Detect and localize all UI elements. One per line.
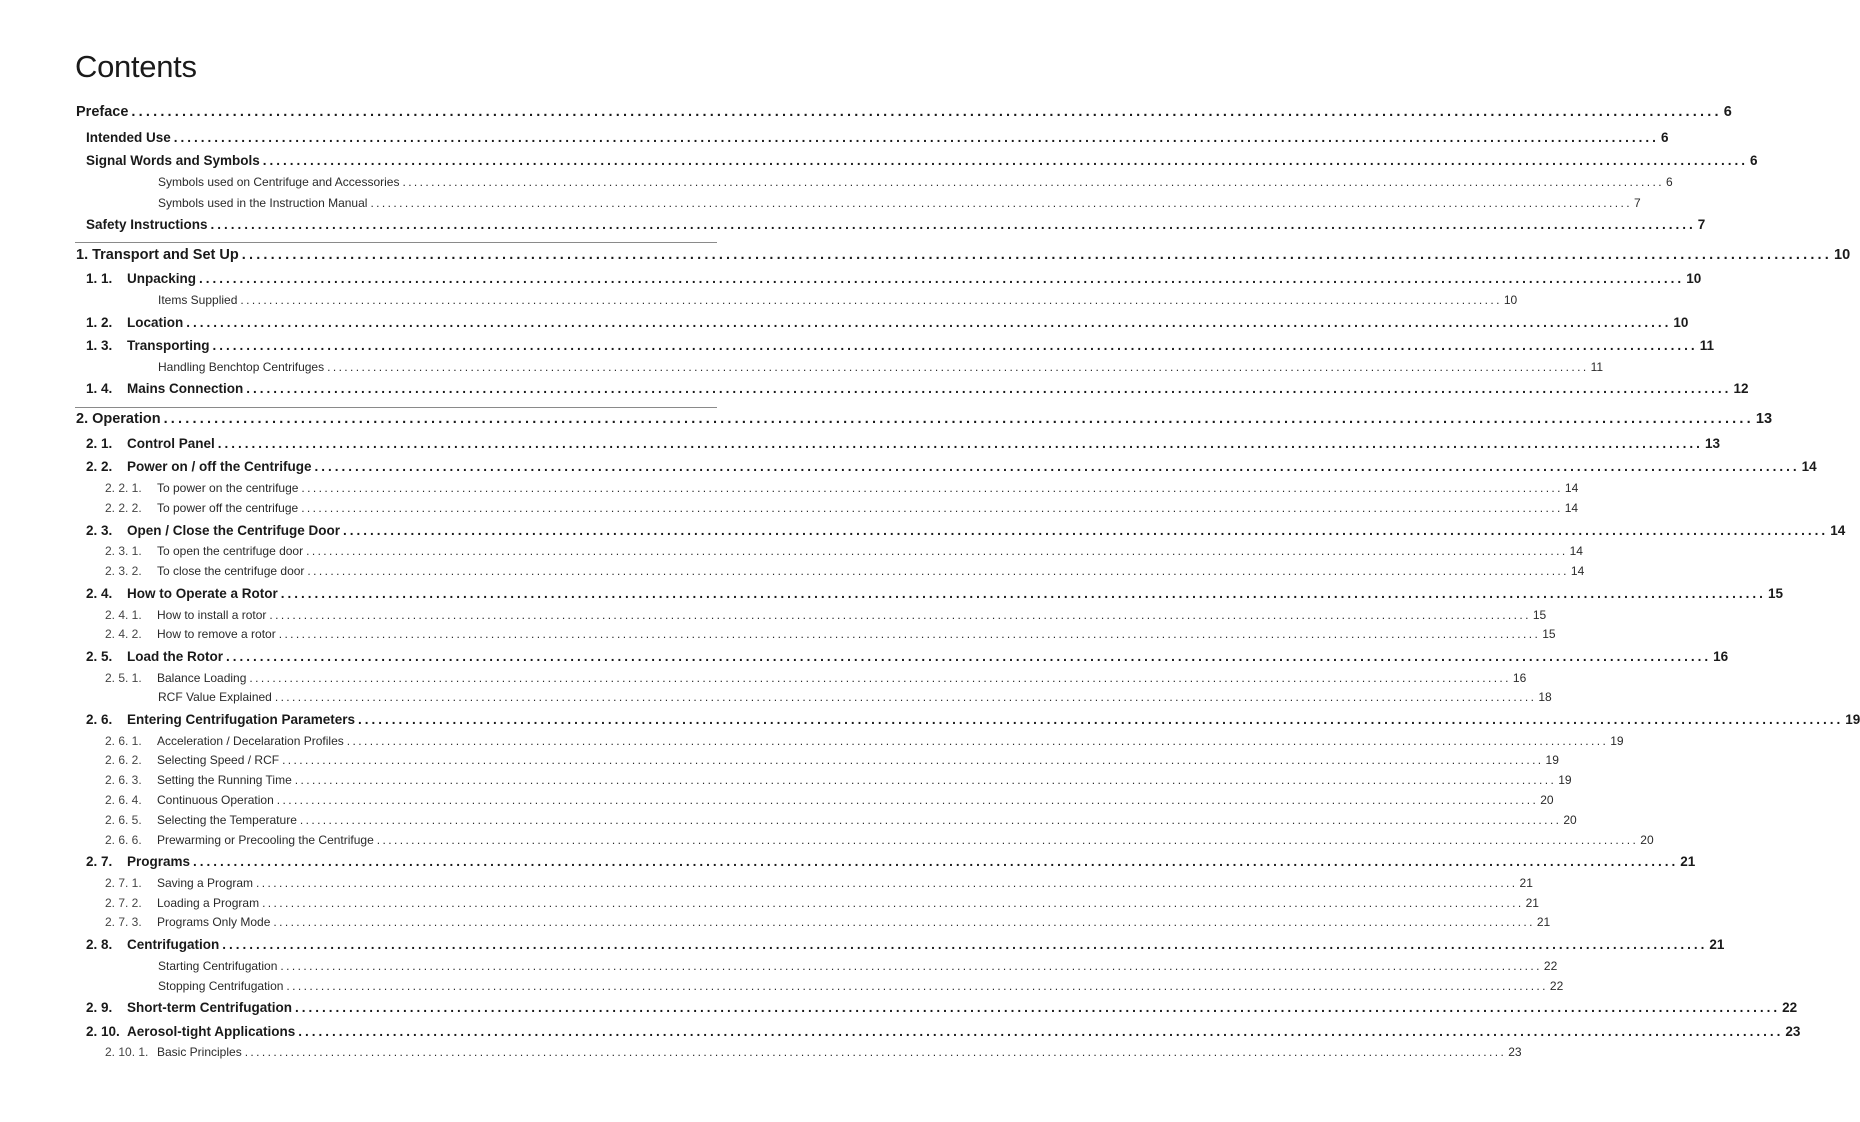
toc-entry-page-number: 20 — [1640, 832, 1654, 847]
toc-entry-title — [86, 459, 312, 474]
toc-entry-number: 1. — [76, 247, 89, 264]
toc-entry-page-number: 15 — [1767, 586, 1783, 602]
toc-entry-page-number: 15 — [1542, 626, 1556, 641]
dot-leader: ............................................................................................................................................................................................................................ — [241, 247, 1833, 264]
toc-entry-page-number: 23 — [1785, 1024, 1801, 1040]
toc-entry-title — [105, 608, 266, 622]
toc-entry-number: 2. 7. 1. — [105, 875, 142, 890]
toc-entry-label: Preface — [76, 104, 129, 121]
toc-entry-page-number: 14 — [1570, 563, 1585, 578]
toc-entry[interactable] — [105, 832, 1654, 847]
toc-entry-label: Transporting — [127, 338, 210, 354]
toc-entry-page-number: 14 — [1801, 459, 1817, 475]
dot-leader: ............................................................................................................................................................................................................................ — [186, 315, 1672, 331]
toc-entry-title — [86, 315, 183, 330]
toc-entry-page-number: 11 — [1590, 359, 1604, 374]
toc-entry-page-number: 14 — [1564, 500, 1579, 515]
toc-entry-number: 2. 6. 5. — [105, 812, 142, 827]
toc-entry-number: 2. 6. 4. — [105, 792, 142, 807]
toc-entry-title — [86, 854, 190, 869]
toc-entry-label: Acceleration / Decelaration Profiles — [157, 733, 344, 748]
toc-entry-number: 2. 6. — [86, 712, 113, 728]
toc-entry-label: Open / Close the Centrifuge Door — [127, 523, 341, 539]
dot-leader: ............................................................................................................................................................................................................................ — [212, 338, 1698, 354]
dot-leader: ............................................................................................................................................................................................................................ — [217, 436, 1703, 452]
toc-entry-label: Handling Benchtop Centrifuges — [158, 359, 325, 374]
toc-entry[interactable] — [86, 712, 1860, 728]
toc-entry-page-number: 10 — [1503, 292, 1518, 307]
dot-leader: ............................................................................................................................................................................................................................ — [294, 772, 1557, 787]
toc-entry[interactable] — [86, 459, 1817, 475]
toc-entry-title — [86, 130, 171, 145]
dot-leader: ............................................................................................................................................................................................................................ — [370, 195, 1632, 210]
toc-entry-page-number: 16 — [1713, 649, 1729, 665]
dot-leader: ............................................................................................................................................................................................................................ — [256, 875, 1518, 890]
toc-entry-label: Setting the Running Time — [157, 772, 292, 787]
toc-entry-title — [86, 712, 355, 727]
toc-entry-title — [86, 381, 243, 396]
toc-entry-label: To power off the centrifuge — [157, 500, 299, 515]
dot-leader: ............................................................................................................................................................................................................................ — [301, 480, 1563, 495]
toc-entry-page-number: 11 — [1699, 338, 1714, 354]
dot-leader: ............................................................................................................................................................................................................................ — [199, 271, 1685, 287]
toc-entry[interactable] — [86, 381, 1749, 397]
toc-entry[interactable] — [76, 104, 1732, 121]
toc-entry-page-number: 19 — [1558, 772, 1572, 787]
toc-entry-title — [158, 175, 399, 189]
toc-entry-label: Items Supplied — [158, 292, 238, 307]
toc-entry[interactable] — [86, 153, 1758, 169]
toc-entry-label: Aerosol-tight Applications — [127, 1024, 296, 1040]
toc-entry-title — [158, 979, 283, 993]
toc-entry-label: Centrifugation — [127, 937, 220, 953]
toc-entry-page-number: 21 — [1536, 914, 1551, 929]
toc-entry-number: 2. 4. — [86, 586, 113, 602]
toc-entry-label: Prewarming or Precooling the Centrifuge — [157, 832, 374, 847]
toc-entry-title — [105, 734, 344, 748]
toc-entry-label: To open the centrifuge door — [157, 543, 304, 558]
dot-leader: ............................................................................................................................................................................................................................ — [280, 958, 1542, 973]
toc-entry-page-number: 14 — [1564, 480, 1579, 495]
toc-entry[interactable] — [158, 978, 1564, 993]
toc-entry-page-number: 14 — [1830, 523, 1846, 539]
toc-entry-label: Short-term Centrifugation — [127, 1000, 292, 1016]
toc-entry-label: Power on / off the Centrifuge — [127, 459, 312, 475]
toc-entry-page-number: 21 — [1525, 895, 1539, 910]
dot-leader: ............................................................................................................................................................................................................................ — [280, 586, 1766, 602]
toc-entry-title — [105, 627, 276, 641]
toc-entry-label: RCF Value Explained — [158, 689, 272, 704]
toc-entry-label: Location — [127, 315, 184, 331]
toc-entry-label: Intended Use — [86, 130, 171, 146]
dot-leader: ............................................................................................................................................................................................................................ — [269, 607, 1531, 622]
toc-entry[interactable] — [86, 338, 1714, 354]
toc-entry-page-number: 6 — [1665, 174, 1673, 189]
toc-entry-page-number: 10 — [1834, 247, 1851, 264]
toc-entry[interactable] — [86, 523, 1846, 539]
toc-entry[interactable] — [105, 752, 1559, 767]
toc-entry-title — [86, 271, 196, 286]
toc-entry-label: How to remove a rotor — [157, 626, 276, 641]
toc-entry-title — [105, 793, 274, 807]
toc-entry-title — [86, 1000, 292, 1015]
toc-entry[interactable] — [105, 626, 1556, 641]
toc-entry[interactable] — [86, 649, 1729, 665]
toc-entry[interactable] — [105, 733, 1624, 748]
toc-entry-page-number: 15 — [1532, 607, 1547, 622]
toc-entry-page-number: 14 — [1569, 543, 1583, 558]
toc-entry-number: 2. 5. 1. — [105, 670, 142, 685]
toc-entry-number: 2. 6. 6. — [105, 832, 142, 847]
toc-entry[interactable] — [105, 480, 1579, 495]
toc-entry[interactable] — [86, 130, 1669, 146]
toc-entry-title — [86, 586, 278, 601]
toc-entry-page-number: 13 — [1755, 411, 1773, 428]
toc-entry[interactable] — [158, 958, 1558, 973]
toc-entry-number: 2. 5. — [86, 649, 113, 665]
toc-entry-label: Symbols used in the Instruction Manual — [158, 195, 368, 210]
toc-entry-number: 2. 1. — [86, 436, 113, 452]
toc-entry-title — [76, 411, 161, 427]
toc-entry[interactable] — [105, 500, 1579, 515]
toc-entry-number: 2. 8. — [86, 937, 113, 953]
toc-entry[interactable] — [158, 359, 1604, 374]
toc-entry-page-number: 21 — [1680, 854, 1696, 870]
toc-entry-title — [105, 876, 253, 890]
dot-leader: ............................................................................................................................................................................................................................ — [274, 689, 1537, 704]
toc-entry-number: 2. 9. — [86, 1000, 113, 1016]
toc-entry-number: 2. 2. 2. — [105, 500, 142, 515]
dot-leader: ............................................................................................................................................................................................................................ — [298, 1024, 1784, 1040]
dot-leader: ............................................................................................................................................................................................................................ — [286, 978, 1548, 993]
toc-entry-title — [76, 247, 239, 263]
toc-entry-label: To power on the centrifuge — [157, 480, 299, 495]
dot-leader: ............................................................................................................................................................................................................................ — [173, 130, 1659, 146]
toc-entry[interactable] — [86, 271, 1702, 287]
toc-entry-label: Programs Only Mode — [157, 914, 271, 929]
toc-entry-label: Selecting the Temperature — [157, 812, 297, 827]
toc-entry[interactable] — [86, 937, 1725, 953]
dot-leader: ............................................................................................................................................................................................................................ — [346, 733, 1609, 748]
toc-entry-page-number: 6 — [1723, 104, 1732, 121]
toc-entry-label: Transport and Set Up — [92, 247, 239, 264]
toc-entry-page-number: 10 — [1686, 271, 1702, 287]
toc-entry-title — [105, 896, 259, 910]
toc-entry-number: 2. 4. 1. — [105, 607, 142, 622]
toc-entry-title — [86, 937, 219, 952]
toc-entry-title — [105, 813, 297, 827]
dot-leader: ............................................................................................................................................................................................................................ — [244, 1044, 1507, 1059]
toc-entry-label: Signal Words and Symbols — [86, 153, 260, 169]
toc-entry-title — [105, 1045, 242, 1059]
toc-entry-label: Selecting Speed / RCF — [157, 752, 280, 767]
toc-entry[interactable] — [105, 812, 1577, 827]
toc-entry-title — [158, 293, 237, 307]
toc-entry[interactable] — [86, 436, 1720, 452]
dot-leader: ............................................................................................................................................................................................................................ — [376, 832, 1639, 847]
toc-entry-title — [158, 196, 367, 210]
toc-entry-title — [105, 501, 298, 515]
toc-entry-page-number: 21 — [1709, 937, 1725, 953]
toc-entry-number: 1. 4. — [86, 381, 113, 397]
toc-entry-title — [86, 217, 208, 232]
toc-entry-title — [86, 649, 223, 664]
section-divider — [75, 242, 717, 243]
toc-entry[interactable] — [86, 217, 1706, 233]
toc-entry-title — [86, 338, 210, 353]
toc-entry-number: 2. 2. — [86, 459, 113, 475]
toc-entry[interactable] — [105, 772, 1572, 787]
dot-leader: ............................................................................................................................................................................................................................ — [306, 543, 1568, 558]
toc-entry-title — [105, 544, 303, 558]
dot-leader: ............................................................................................................................................................................................................................ — [226, 649, 1712, 665]
toc-entry-number: 2. 10. 1. — [105, 1044, 149, 1059]
toc-entry[interactable] — [86, 1024, 1801, 1040]
toc-entry-label: How to Operate a Rotor — [127, 586, 278, 602]
toc-entry-page-number: 23 — [1508, 1044, 1522, 1059]
toc-entry-page-number: 7 — [1697, 217, 1706, 233]
toc-entry-label: Load the Rotor — [127, 649, 223, 665]
toc-entry-page-number: 10 — [1673, 315, 1689, 331]
toc-entry-page-number: 18 — [1538, 689, 1552, 704]
toc-entry-label: To close the centrifuge door — [157, 563, 305, 578]
toc-entry-number: 2. 7. 3. — [105, 914, 142, 929]
toc-entry[interactable] — [105, 670, 1527, 685]
toc-entry-label: Mains Connection — [127, 381, 244, 397]
toc-entry-title — [158, 690, 272, 704]
toc-entry[interactable] — [105, 543, 1583, 558]
toc-entry-page-number: 19 — [1845, 712, 1860, 728]
dot-leader: ............................................................................................................................................................................................................................ — [222, 937, 1708, 953]
dot-leader: ............................................................................................................................................................................................................................ — [295, 1000, 1781, 1016]
toc-entry-number: 2. 6. 2. — [105, 752, 142, 767]
toc-entry-title — [158, 360, 324, 374]
toc-entry-number: 2. 3. 2. — [105, 563, 142, 578]
toc-entry-page-number: 19 — [1545, 752, 1559, 767]
toc-entry-page-number: 22 — [1782, 1000, 1798, 1016]
toc-entry-title — [105, 564, 304, 578]
dot-leader: ............................................................................................................................................................................................................................ — [163, 411, 1754, 428]
toc-entry-title — [86, 436, 215, 451]
toc-entry-page-number: 7 — [1633, 195, 1641, 210]
page-title: Contents — [75, 49, 197, 84]
toc-entry-title — [86, 1024, 295, 1039]
toc-entry-page-number: 19 — [1610, 733, 1624, 748]
toc-entry-label: Continuous Operation — [157, 792, 274, 807]
toc-entry-page-number: 22 — [1549, 978, 1564, 993]
toc-entry-number: 1. 2. — [86, 315, 113, 331]
toc-entry-label: Saving a Program — [157, 875, 254, 890]
toc-entry-number: 2. 7. — [86, 854, 113, 870]
toc-entry-number: 2. 6. 3. — [105, 772, 142, 787]
toc-entry-page-number: 13 — [1704, 436, 1720, 452]
dot-leader: ............................................................................................................................................................................................................................ — [282, 752, 1544, 767]
toc-entry-page-number: 12 — [1733, 381, 1749, 397]
toc-entry-label: Basic Principles — [157, 1044, 242, 1059]
toc-entry[interactable] — [105, 792, 1554, 807]
toc-entry-page-number: 21 — [1519, 875, 1533, 890]
toc-entry[interactable] — [105, 875, 1533, 890]
toc-entry-label: Symbols used on Centrifuge and Accessories — [158, 174, 400, 189]
toc-entry-number: 2. — [76, 411, 89, 428]
toc-entry-number: 2. 10. — [86, 1024, 120, 1040]
toc-entry-title — [105, 833, 374, 847]
toc-entry[interactable] — [86, 586, 1783, 602]
toc-entry-page-number: 20 — [1563, 812, 1577, 827]
toc-entry-label: Starting Centrifugation — [158, 958, 278, 973]
toc-entry-label: Balance Loading — [157, 670, 247, 685]
dot-leader: ............................................................................................................................................................................................................................ — [240, 292, 1502, 307]
toc-entry[interactable] — [76, 247, 1851, 264]
dot-leader: ............................................................................................................................................................................................................................ — [327, 359, 1589, 374]
toc-entry-number: 1. 1. — [86, 271, 113, 287]
dot-leader: ............................................................................................................................................................................................................................ — [246, 381, 1732, 397]
toc-entry[interactable] — [105, 607, 1547, 622]
toc-entry-label: Stopping Centrifugation — [158, 978, 284, 993]
toc-entry-label: Safety Instructions — [86, 217, 208, 233]
toc-entry[interactable] — [158, 292, 1518, 307]
toc-entry[interactable] — [158, 195, 1641, 210]
toc-entry-label: Unpacking — [127, 271, 197, 287]
dot-leader: ............................................................................................................................................................................................................................ — [262, 895, 1524, 910]
dot-leader: ............................................................................................................................................................................................................................ — [299, 812, 1562, 827]
dot-leader: ............................................................................................................................................................................................................................ — [358, 712, 1844, 728]
dot-leader: ............................................................................................................................................................................................................................ — [301, 500, 1563, 515]
toc-entry[interactable] — [86, 315, 1689, 331]
toc-entry-label: Loading a Program — [157, 895, 260, 910]
dot-leader: ............................................................................................................................................................................................................................ — [307, 563, 1569, 578]
toc-entry-number: 1. 3. — [86, 338, 113, 354]
dot-leader: ............................................................................................................................................................................................................................ — [314, 459, 1800, 475]
toc-entry-page-number: 6 — [1660, 130, 1669, 146]
dot-leader: ............................................................................................................................................................................................................................ — [343, 523, 1829, 539]
toc-entry[interactable] — [105, 563, 1585, 578]
toc-entry[interactable] — [105, 914, 1551, 929]
dot-leader: ............................................................................................................................................................................................................................ — [131, 104, 1722, 121]
dot-leader: ............................................................................................................................................................................................................................ — [276, 792, 1539, 807]
toc-entry-title — [105, 915, 270, 929]
dot-leader: ............................................................................................................................................................................................................................ — [210, 217, 1696, 233]
toc-entry[interactable] — [158, 174, 1673, 189]
toc-entry[interactable] — [105, 895, 1539, 910]
toc-entry-title — [105, 773, 292, 787]
toc-entry-page-number: 6 — [1749, 153, 1758, 169]
toc-entry-number: 2. 3. 1. — [105, 543, 142, 558]
dot-leader: ............................................................................................................................................................................................................................ — [402, 174, 1664, 189]
toc-entry-number: 2. 7. 2. — [105, 895, 142, 910]
toc-entry[interactable] — [158, 689, 1552, 704]
dot-leader: ............................................................................................................................................................................................................................ — [193, 854, 1679, 870]
section-divider — [75, 407, 717, 408]
toc-entry-title — [86, 523, 340, 538]
toc-entry-label: How to install a rotor — [157, 607, 267, 622]
toc-entry[interactable] — [86, 1000, 1798, 1016]
toc-entry[interactable] — [76, 411, 1773, 428]
toc-entry-page-number: 22 — [1543, 958, 1558, 973]
toc-entry-label: Entering Centrifugation Parameters — [127, 712, 356, 728]
toc-entry-page-number: 16 — [1512, 670, 1527, 685]
toc-entry-title — [86, 153, 260, 168]
toc-entry[interactable] — [86, 854, 1696, 870]
toc-entry-label: Programs — [127, 854, 191, 870]
toc-entry-label: Operation — [92, 411, 161, 428]
dot-leader: ............................................................................................................................................................................................................................ — [273, 914, 1535, 929]
toc-entry-number: 2. 3. — [86, 523, 113, 539]
toc-entry-title — [158, 959, 277, 973]
toc-entry-number: 2. 4. 2. — [105, 626, 142, 641]
toc-entry-title — [105, 481, 298, 495]
toc-entry[interactable] — [105, 1044, 1522, 1059]
toc-entry-number: 2. 2. 1. — [105, 480, 142, 495]
toc-entry-title — [76, 104, 128, 120]
toc-entry-title — [105, 753, 279, 767]
dot-leader: ............................................................................................................................................................................................................................ — [249, 670, 1511, 685]
toc-entry-page-number: 20 — [1540, 792, 1554, 807]
toc-entry-number: 2. 6. 1. — [105, 733, 142, 748]
toc-entry-label: Control Panel — [127, 436, 215, 452]
dot-leader: ............................................................................................................................................................................................................................ — [278, 626, 1541, 641]
dot-leader: ............................................................................................................................................................................................................................ — [262, 153, 1748, 169]
toc-entry-title — [105, 671, 246, 685]
